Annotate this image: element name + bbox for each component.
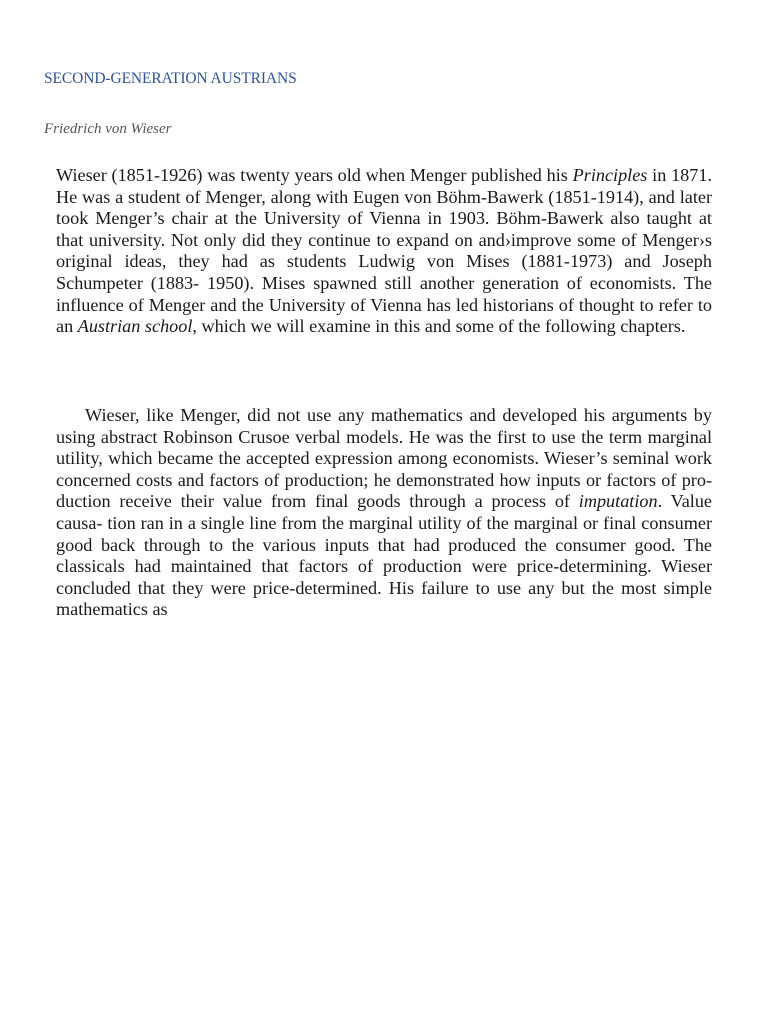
paragraph-1-italic-austrian-school: Austrian school xyxy=(77,316,193,337)
section-heading: SECOND-GENERATION AUSTRIANS xyxy=(44,70,297,87)
paragraph-1-text-b: in 1871. He was a student of Menger, along with Eugen von Böhm-Bawerk (1851-1914), and later took Menger’s chair at the University of Vienna in 1903. Böhm-Bawerk also taught at that university. Not only did they continue to expand on and›improve some of Menger›s original ideas, they had as students Ludwig von Mises (1881-1973) and Joseph Schumpeter (1883- 1950). Mises spawned still another generation of economists. The influence of Menger and the University of Vienna has led historians of thought to refer to an xyxy=(56,165,712,337)
paragraph-2 xyxy=(56,405,712,621)
paragraph-1 xyxy=(56,165,712,338)
sub-heading: Friedrich von Wieser xyxy=(44,121,172,137)
paragraph-2-italic-imputation: imputation xyxy=(578,491,658,512)
paragraph-2-text-b: . Value causa- tion ran in a single line from the marginal utility of the marginal or final consumer good back through to the various inputs that had produced the consumer good. The classicals had maintained that factors of production were price-determining. Wieser concluded that they were price-determined. His failure to use any but the most simple mathematics as xyxy=(56,491,712,620)
paragraph-1-text-a: Wieser (1851-1926) was twenty years old when Menger published his xyxy=(56,165,573,185)
paragraph-1-text-c: , which we will examine in this and some of the following chapters. xyxy=(192,316,686,337)
paragraph-1-italic-principles: Principles xyxy=(572,165,648,185)
paragraph-2-text-a: Wieser, like Menger, did not use any mathematics and developed his arguments by using abstract Robinson Crusoe verbal models. He was the first to use the term marginal utility, which became the accepted expression among economists. Wieser’s seminal work concerned costs and factors of production; he demonstrated how inputs or factors of pro- duction receive their value from final goods through a process of xyxy=(56,405,712,512)
